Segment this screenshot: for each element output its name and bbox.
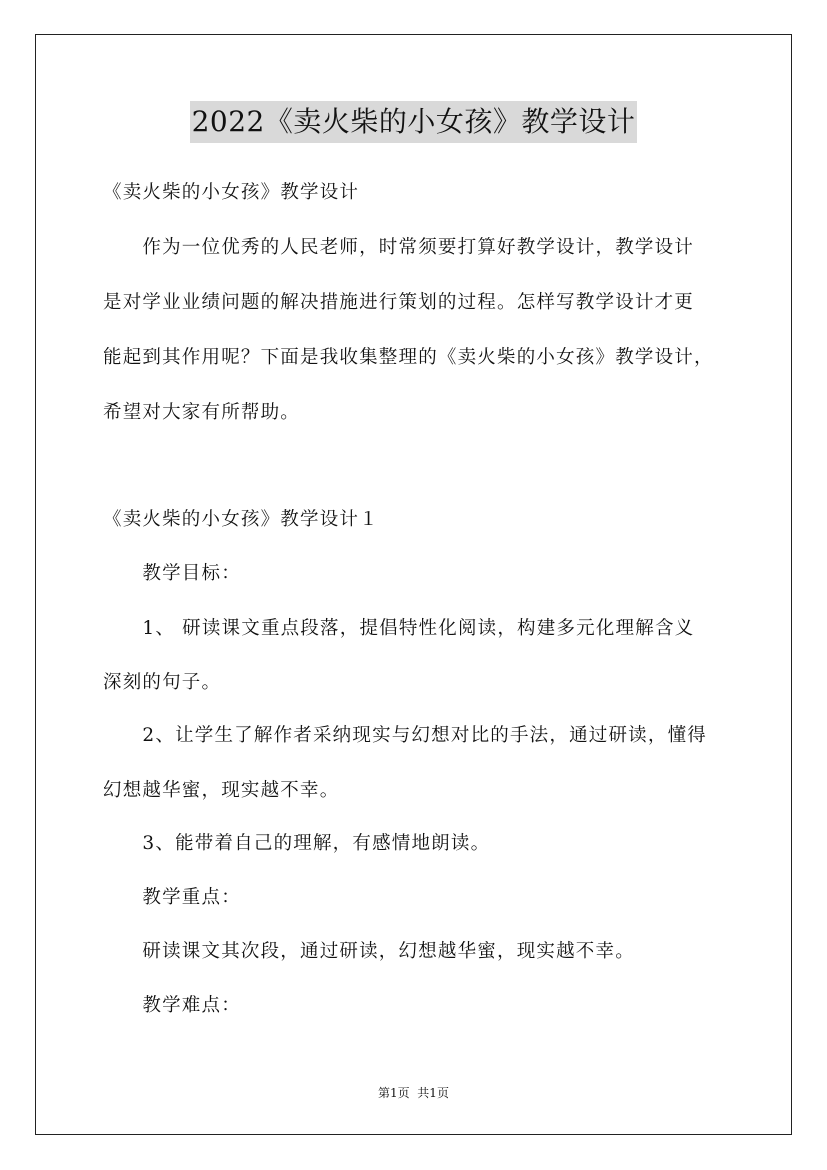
paragraph-line: 作为一位优秀的人民老师，时常须要打算好教学设计，教学设计 (103, 237, 695, 258)
document-title: 2022《卖火柴的小女孩》教学设计 (190, 101, 638, 143)
paragraph-line: 3、能带着自己的理解，有感情地朗读。 (103, 833, 491, 854)
paragraph-line: 是对学业业绩问题的解决措施进行策划的过程。怎样写教学设计才更 (103, 292, 695, 313)
paragraph-line: 1、 研读课文重点段落，提倡特性化阅读，构建多元化理解含义 (103, 618, 695, 639)
paragraph-line: 2、让学生了解作者采纳现实与幻想对比的手法，通过研读，懂得 (103, 725, 707, 746)
paragraph-line: 深刻的句子。 (103, 672, 222, 693)
paragraph-line: 教学难点： (103, 995, 241, 1016)
subtitle-line: 《卖火柴的小女孩》教学设计 (103, 182, 360, 203)
paragraph-line: 能起到其作用呢？下面是我收集整理的《卖火柴的小女孩》教学设计， (103, 347, 714, 368)
section-heading: 《卖火柴的小女孩》教学设计１ (103, 509, 379, 530)
title-container (0, 101, 827, 143)
paragraph-line: 教学重点： (103, 887, 241, 908)
paragraph-line: 教学目标： (103, 563, 241, 584)
paragraph-line: 希望对大家有所帮助。 (103, 402, 301, 423)
page-footer: 第1页 共1页 (378, 1086, 449, 1100)
paragraph-line: 幻想越华蜜，现实越不幸。 (103, 780, 340, 801)
paragraph-line: 研读课文其次段，通过研读，幻想越华蜜，现实越不幸。 (103, 941, 635, 962)
